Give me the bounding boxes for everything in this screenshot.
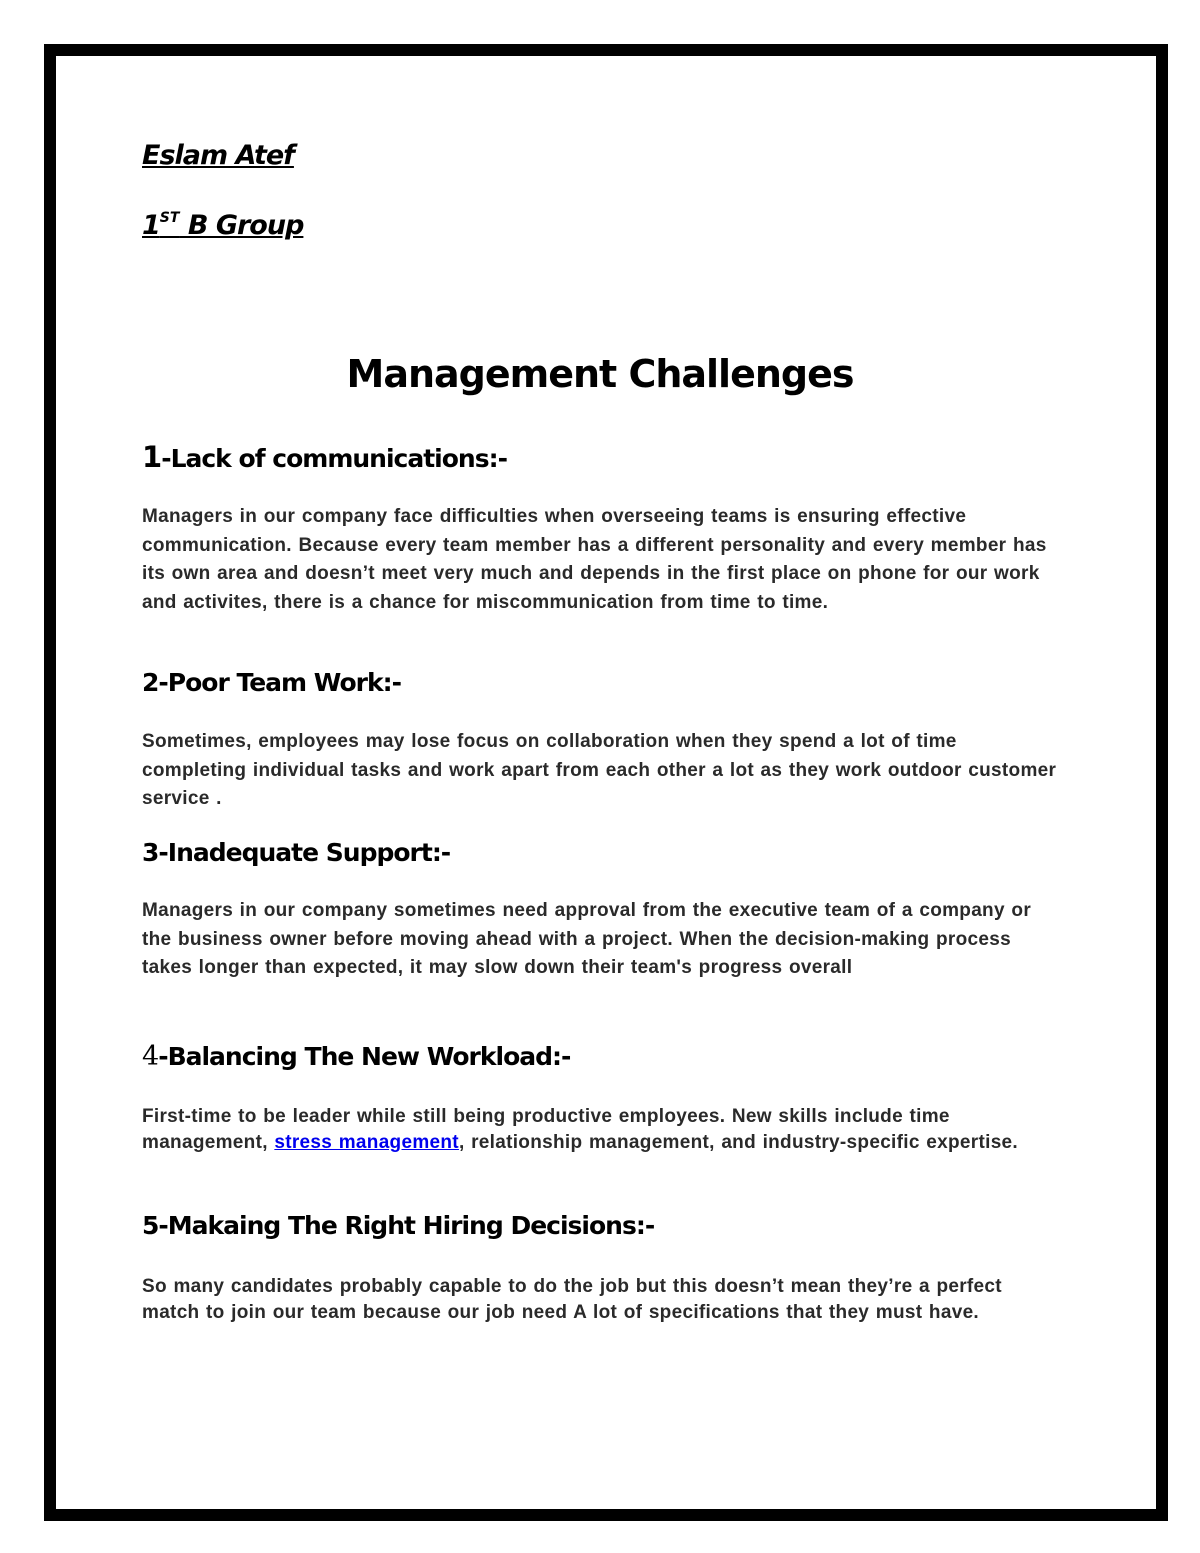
section-body-4 xyxy=(142,1104,1062,1156)
group-text: B Group xyxy=(179,210,304,241)
section-body-1: Managers in our company face difficulties when overseeing teams is ensuring effective communication. Because every team member has a different personality and every member has its own area and doesn’t meet very much and depends in the first place on phone for our work and activites, there is a chance for miscommunication from time to time. xyxy=(142,506,1047,613)
page-title: Management Challenges xyxy=(346,352,854,396)
section-number-4: 4 xyxy=(142,1041,159,1072)
author-name: Eslam Atef xyxy=(142,140,294,171)
section-heading-4 xyxy=(142,1041,570,1072)
group-number: 1 xyxy=(142,210,160,241)
group-superscript: ST xyxy=(159,210,180,226)
section-heading-5: 5-Makaing The Right Hiring Decisions:- xyxy=(142,1211,655,1240)
section-body-5: So many candidates probably capable to do the job but this doesn’t mean they’re a perfect match to join our team because our job need A lot of specifications that they must have. xyxy=(142,1276,1002,1323)
section-body-2: Sometimes, employees may lose focus on collaboration when they spend a lot of time completing individual tasks and work apart from each other a lot as they work outdoor customer service . xyxy=(142,731,1057,809)
section-body-3: Managers in our company sometimes need approval from the executive team of a company or the business owner before moving ahead with a project. When the decision-making process takes longer than expected, it may slow down their team's progress overall xyxy=(142,900,1032,978)
section-heading-text-1: -Lack of communications:- xyxy=(161,444,507,473)
section-heading-text-4: -Balancing The New Workload:- xyxy=(158,1042,571,1071)
stress-management-link[interactable]: stress management xyxy=(274,1132,459,1153)
section-heading-3: 3-Inadequate Support:- xyxy=(142,838,451,867)
section-body-4-start: First-time to be leader while still being productive employees. New skills include time management, xyxy=(142,1106,950,1153)
section-heading-1 xyxy=(142,440,507,474)
group-label xyxy=(142,210,303,241)
section-body-4-end: , relationship management, and industry-specific expertise. xyxy=(458,1132,1019,1153)
section-number-1: 1 xyxy=(142,440,162,474)
section-heading-2: 2-Poor Team Work:- xyxy=(142,668,401,697)
